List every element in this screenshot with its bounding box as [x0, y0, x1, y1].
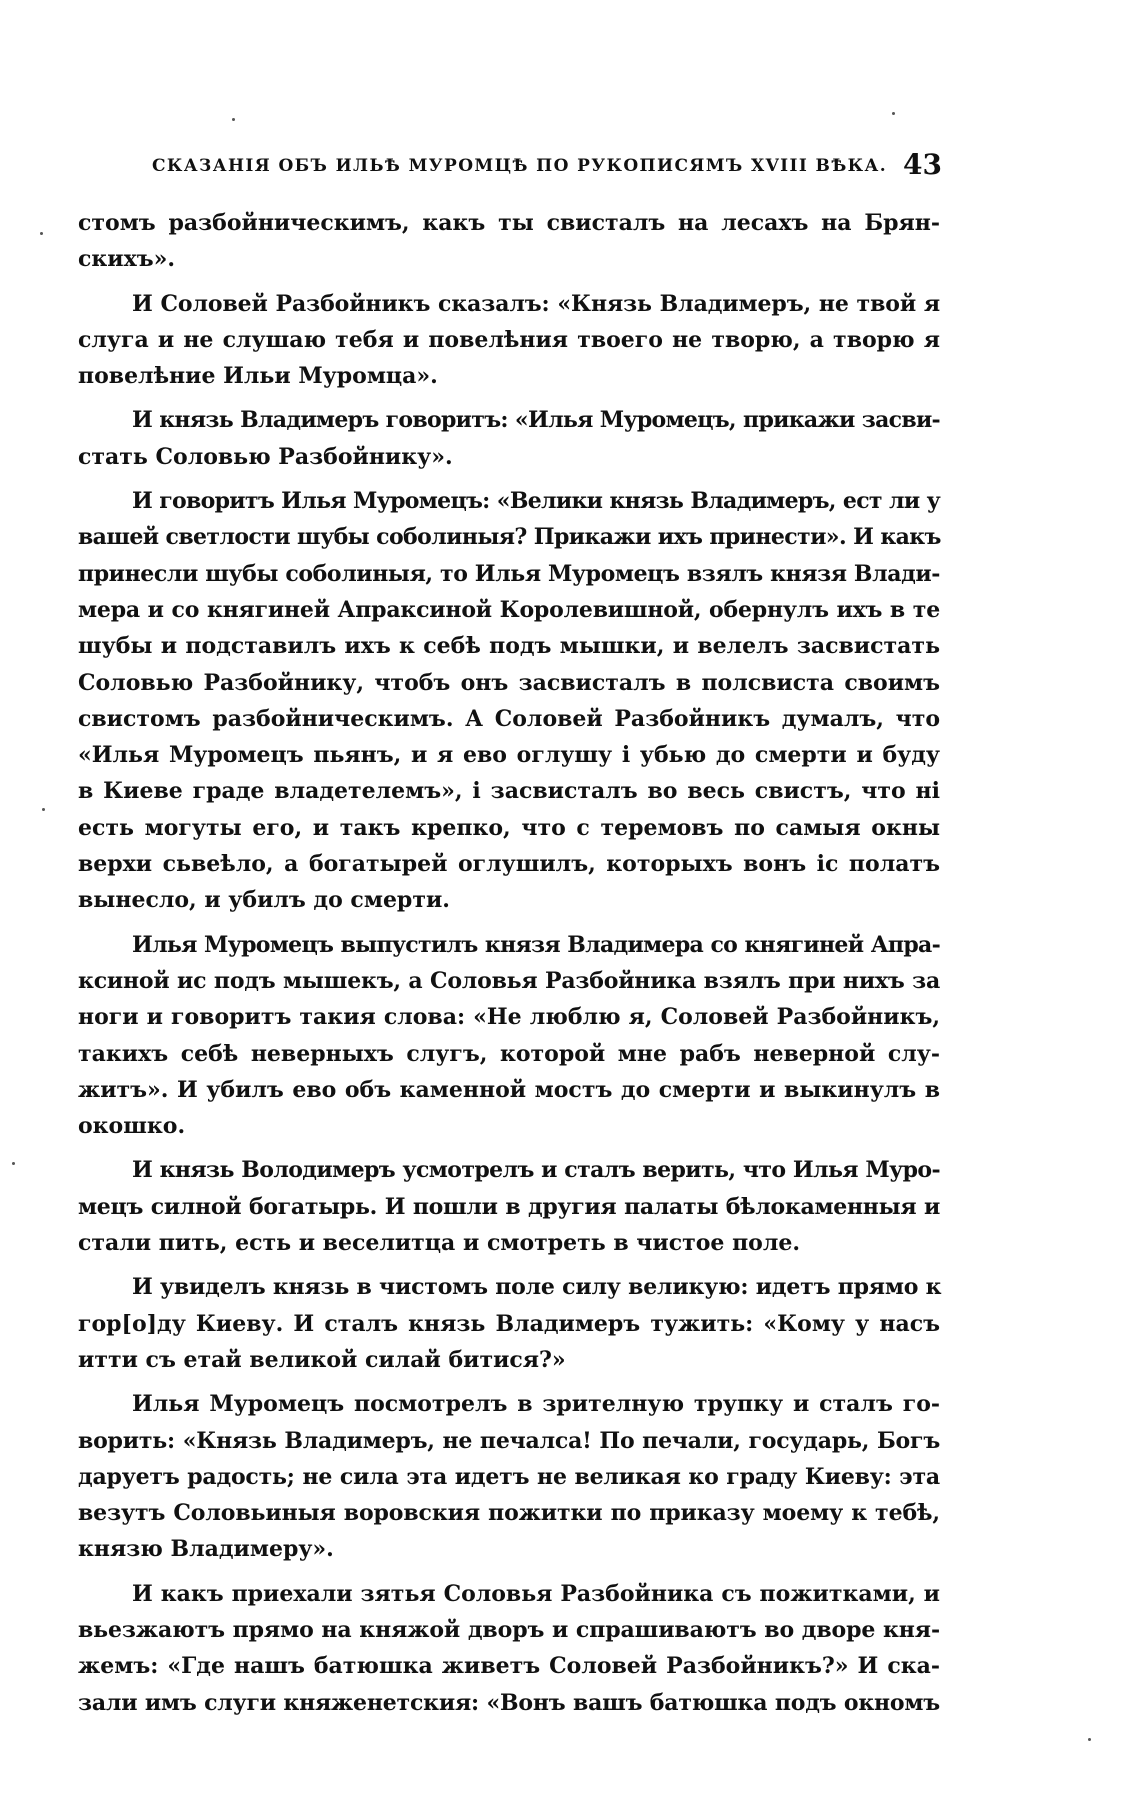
- text-line: мера и со княгиней Апраксиной Королевишной, обернулъ ихъ в те: [78, 596, 940, 623]
- text-line: И князь Володимеръ усмотрелъ и сталъ верить, что Илья Муро-: [132, 1157, 940, 1184]
- scan-speck: [12, 1162, 15, 1165]
- text-line: мецъ силной богатырь. И пошли в другия палаты бѣлокаменныя и: [78, 1193, 940, 1220]
- paragraph: [78, 1386, 940, 1567]
- paragraph: [78, 1152, 940, 1261]
- text-line: повелѣние Ильи Муромца».: [78, 363, 438, 390]
- text-line: И говоритъ Илья Муромецъ: «Велики князь Владимеръ, ест ли у: [132, 488, 940, 515]
- text-line: зали имъ слуги княженетския: «Вонъ вашъ батюшка подъ окномъ: [78, 1689, 940, 1716]
- body-text: [78, 205, 940, 1729]
- paragraph: [78, 1269, 940, 1378]
- text-line: свистомъ разбойническимъ. А Соловей Разбойникъ думалъ, что: [78, 705, 940, 732]
- scan-speck: [40, 232, 43, 235]
- paragraph: [78, 402, 940, 475]
- text-line: верхи сьвеѣло, а богатырей оглушилъ, которыхъ вонъ іс полатъ: [78, 851, 940, 878]
- text-line: в Киеве граде владетелемъ», і засвисталъ во весь свистъ, что ні: [78, 778, 940, 805]
- text-line: вынесло, и убилъ до смерти.: [78, 887, 450, 914]
- scan-speck: [1088, 1738, 1091, 1741]
- paragraph: [78, 286, 940, 395]
- text-line: И какъ приехали зятья Соловья Разбойника съ пожитками, и: [132, 1580, 940, 1607]
- paragraph: [78, 927, 940, 1145]
- text-line: скихъ».: [78, 246, 176, 273]
- text-line: даруетъ радость; не сила эта идетъ не великая ко граду Киеву: эта: [78, 1463, 940, 1490]
- text-line: И Соловей Разбойникъ сказалъ: «Князь Владимеръ, не твой я: [132, 290, 940, 317]
- text-line: И князь Владимеръ говоритъ: «Илья Муромецъ, прикажи засви-: [132, 407, 940, 434]
- text-line: вьезжаютъ прямо на княжой дворъ и спрашиваютъ во дворе кня-: [78, 1616, 940, 1643]
- text-line: ксиной ис подъ мышекъ, а Соловья Разбойника взялъ при нихъ за: [78, 967, 940, 994]
- text-line: окошко.: [78, 1113, 186, 1140]
- text-line: жемъ: «Где нашъ батюшка живетъ Соловей Разбойникъ?» И ска-: [78, 1653, 940, 1680]
- text-line: слуга и не слушаю тебя и повелѣния твоего не творю, а творю я: [78, 326, 940, 353]
- text-line: князю Владимеру».: [78, 1536, 334, 1563]
- text-line: шубы и подставилъ ихъ к себѣ подъ мышки, и велелъ засвистать: [78, 633, 940, 660]
- text-line: ноги и говоритъ такия слова: «Не люблю я, Соловей Разбойникъ,: [78, 1004, 940, 1031]
- text-line: житъ». И убилъ ево объ каменной мостъ до смерти и выкинулъ в: [78, 1076, 940, 1103]
- text-line: принесли шубы соболиныя, то Илья Муромецъ взялъ князя Влади-: [78, 560, 940, 587]
- paragraph: [78, 483, 940, 919]
- text-line: везутъ Соловьиныя воровския пожитки по приказу моему к тебѣ,: [78, 1500, 940, 1527]
- text-line: «Илья Муромецъ пьянъ, и я ево оглушу і убью до смерти и буду: [78, 742, 940, 769]
- text-line: такихъ себѣ неверныхъ слугъ, которой мне рабъ неверной слу-: [78, 1040, 940, 1067]
- text-line: Илья Муромецъ выпустилъ князя Владимера со княгиней Апра-: [132, 931, 940, 958]
- page-number: 43: [903, 148, 942, 181]
- text-line: И увиделъ князь в чистомъ поле силу великую: идетъ прямо к: [132, 1274, 942, 1301]
- text-line: есть могуты его, и такъ крепко, что с теремовъ по самыя окны: [78, 814, 940, 841]
- paragraph: [78, 1576, 940, 1721]
- text-line: вашей светлости шубы соболиныя? Прикажи ихъ принести». И какъ: [78, 524, 941, 551]
- running-title: СКАЗАНІЯ ОБЪ ИЛЬѢ МУРОМЦѢ ПО РУКОПИСЯМЪ XVIII ВѢКА.: [152, 156, 888, 176]
- scan-speck: [232, 118, 235, 121]
- text-line: итти съ етай великой силай битися?»: [78, 1346, 566, 1373]
- paragraph: [78, 205, 940, 278]
- text-line: Илья Муромецъ посмотрелъ в зрителную трупку и сталъ го-: [132, 1391, 940, 1418]
- text-line: стать Соловью Разбойнику».: [78, 443, 453, 470]
- running-head: [152, 148, 942, 188]
- text-line: стомъ разбойническимъ, какъ ты свисталъ на лесахъ на Брян-: [78, 210, 940, 236]
- text-line: Соловью Разбойнику, чтобъ онъ засвисталъ в полсвиста своимъ: [78, 669, 940, 696]
- text-line: ворить: «Князь Владимеръ, не печалса! По печали, государь, Богъ: [78, 1427, 940, 1454]
- text-line: гор[о]ду Киеву. И сталъ князь Владимеръ тужить: «Кому у насъ: [78, 1310, 940, 1337]
- scan-speck: [42, 808, 45, 811]
- scan-speck: [892, 112, 895, 115]
- text-line: стали пить, есть и веселитца и смотреть в чистое поле.: [78, 1230, 801, 1257]
